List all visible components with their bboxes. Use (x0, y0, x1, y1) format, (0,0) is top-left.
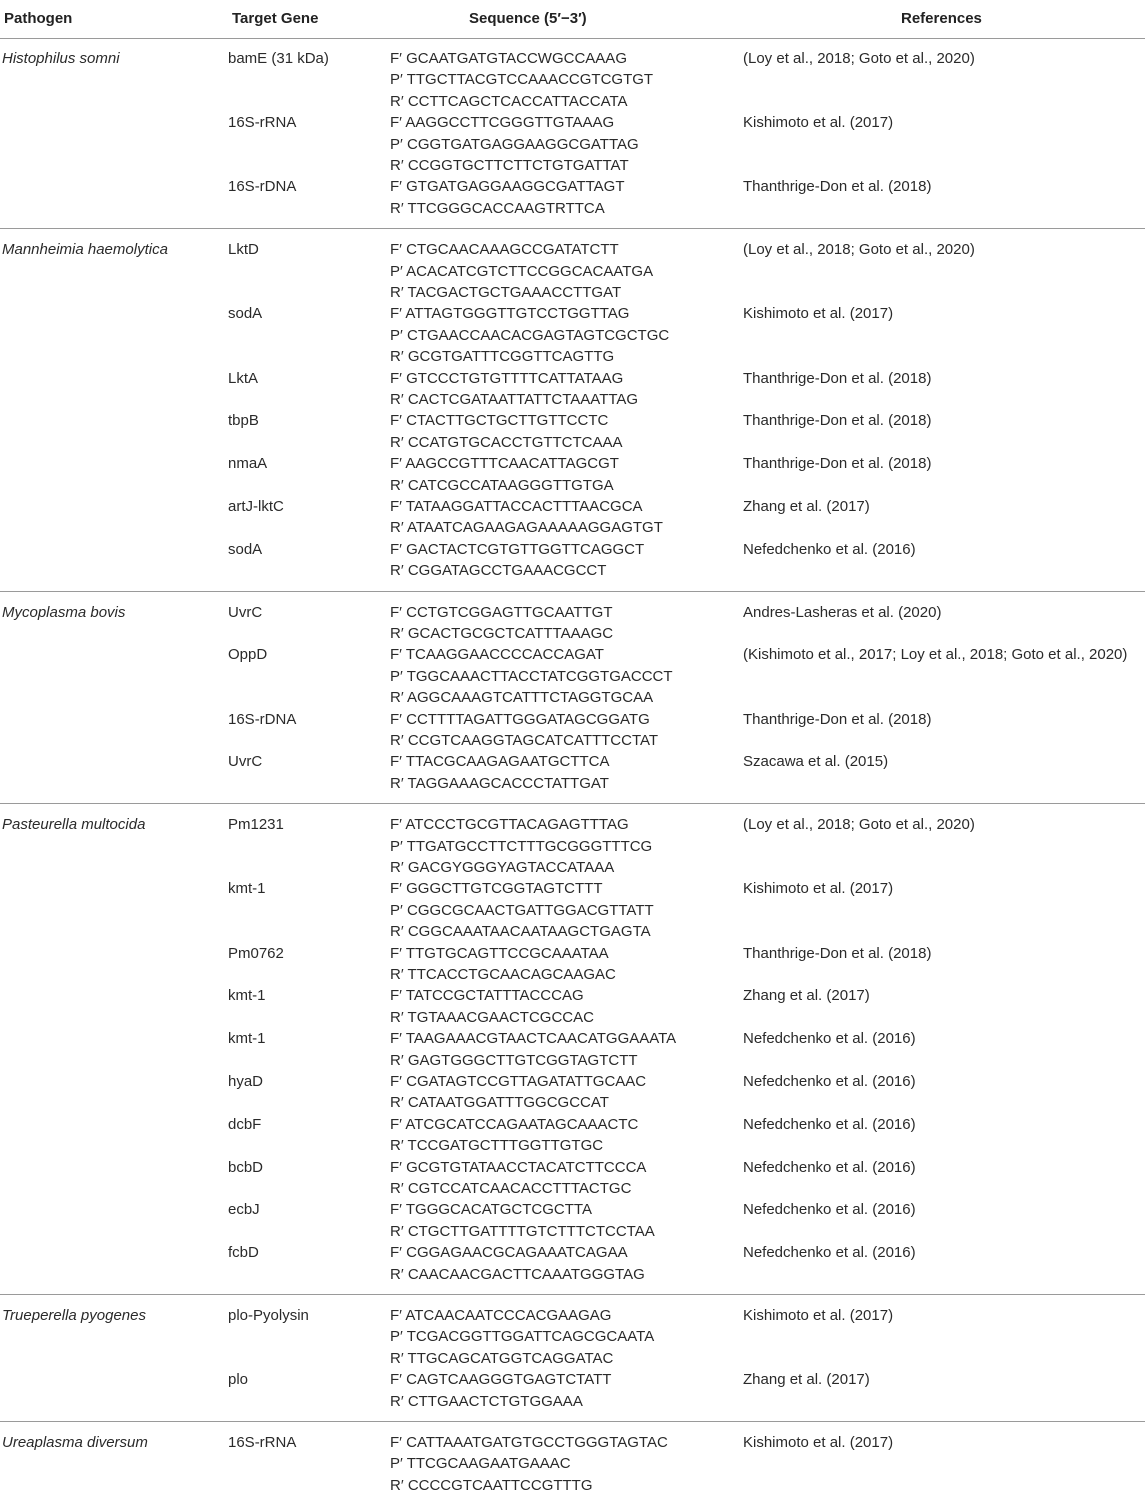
primer-sequence: F′ TTACGCAAGAGAATGCTTCA (390, 753, 610, 771)
primer-sequence: R′ CATCGCCATAAGGGTTGTGA (390, 476, 614, 494)
primer-sequence: F′ TAAGAAACGTAACTCAACATGGAAATA (390, 1030, 677, 1048)
target-gene: plo (228, 1371, 249, 1389)
primer-sequence: R′ CGGATAGCCTGAAACGCCT (390, 562, 607, 580)
target-gene: kmt-1 (228, 1030, 266, 1048)
primer-sequence: F′ TGGGCACATGCTCGCTTA (390, 1201, 592, 1219)
reference: Nefedchenko et al. (2016) (743, 1115, 916, 1133)
primer-sequence: R′ CACTCGATAATTATTCTAAATTAG (390, 391, 639, 408)
pathogen-name: Pasteurella multocida (2, 816, 146, 834)
primer-sequence: R′ TAGGAAAGCACCCTATTGAT (390, 774, 609, 792)
target-gene: bcbD (228, 1158, 264, 1176)
primer-sequence: F′ TCAAGGAACCCCACCAGAT (390, 646, 604, 664)
target-gene: 16S-rDNA (228, 178, 297, 196)
reference: Zhang et al. (2017) (743, 498, 870, 515)
reference: Nefedchenko et al. (2016) (743, 1073, 916, 1090)
primer-sequence: F′ TTGTGCAGTTCCGCAAATAA (390, 944, 609, 962)
group-divider (0, 803, 1145, 804)
target-gene: nmaA (228, 455, 268, 473)
target-gene: Pm1231 (228, 816, 284, 834)
primer-sequence: F′ TATAAGGATTACCACTTTAACGCA (390, 498, 643, 515)
target-gene: dcbF (228, 1115, 262, 1133)
header-references: References (901, 10, 982, 27)
target-gene: 16S-rRNA (228, 1434, 297, 1451)
primer-sequence: F′ GGGCTTGTCGGTAGTCTTT (390, 880, 603, 898)
primer-sequence: R′ CGGCAAATAACAATAAGCTGAGTA (390, 923, 651, 941)
target-gene: kmt-1 (228, 880, 266, 898)
primer-sequence: F′ CAGTCAAGGGTGAGTCTATT (390, 1371, 612, 1389)
target-gene: ecbJ (228, 1201, 260, 1219)
primer-sequence: P′ TTGCTTACGTCCAAACCGTCGTGT (390, 71, 654, 89)
primer-sequence: F′ ATCCCTGCGTTACAGAGTTTAG (390, 816, 629, 834)
primer-sequence: F′ CGGAGAACGCAGAAATCAGAA (390, 1244, 628, 1262)
primer-sequence: R′ CGTCCATCAACACCTTTACTGC (390, 1180, 632, 1197)
pathogen-name: Trueperella pyogenes (2, 1307, 146, 1324)
target-gene: UvrC (228, 753, 263, 771)
primer-sequence: P′ TTGATGCCTTCTTTGCGGGTTTCG (390, 837, 653, 855)
reference: Szacawa et al. (2015) (743, 753, 889, 771)
primer-sequence: P′ ACACATCGTCTTCCGGCACAATGA (390, 262, 654, 280)
target-gene: bamE (31 kDa) (228, 50, 329, 67)
primer-sequence: F′ GCAATGATGTACCWGCCAAAG (390, 50, 627, 67)
primer-sequence: F′ GTCCCTGTGTTTTCATTATAAG (390, 369, 624, 387)
reference: (Loy et al., 2018; Goto et al., 2020) (743, 50, 975, 67)
primer-sequence: F′ CATTAAATGATGTGCCTGGGTAGTAC (390, 1434, 668, 1451)
primer-sequence: R′ CCATGTGCACCTGTTCTCAAA (390, 433, 623, 451)
primer-sequence: R′ CCGGTGCTTCTTCTGTGATTAT (390, 157, 629, 174)
primer-sequence: P′ CGGCGCAACTGATTGGACGTTATT (390, 901, 654, 919)
reference: (Loy et al., 2018; Goto et al., 2020) (743, 816, 975, 834)
primer-sequence: F′ AAGCCGTTTCAACATTAGCGT (390, 455, 619, 473)
primer-sequence: R′ CCCCGTCAATTCCGTTTG (390, 1476, 593, 1494)
reference: Thanthrige-Don et al. (2018) (743, 369, 932, 387)
primer-sequence: F′ CGATAGTCCGTTAGATATTGCAAC (390, 1073, 647, 1090)
primer-sequence: R′ GCGTGATTTCGGTTCAGTTG (390, 348, 615, 366)
primer-sequence: R′ CTGCTTGATTTTGTCTTTCTCCTAA (390, 1222, 655, 1240)
reference: (Kishimoto et al., 2017; Loy et al., 2018; Goto et al., 2020) (743, 646, 1128, 664)
group-divider (0, 228, 1145, 229)
reference: Thanthrige-Don et al. (2018) (743, 455, 932, 473)
target-gene: tbpB (228, 412, 259, 430)
reference: Thanthrige-Don et al. (2018) (743, 178, 932, 196)
primer-sequence: F′ GTGATGAGGAAGGCGATTAGT (390, 178, 625, 196)
primer-sequence: F′ CCTGTCGGAGTTGCAATTGT (390, 603, 613, 621)
target-gene: Pm0762 (228, 944, 284, 962)
target-gene: hyaD (228, 1073, 264, 1090)
reference: Kishimoto et al. (2017) (743, 305, 894, 323)
reference: Kishimoto et al. (2017) (743, 880, 894, 898)
primer-sequence: R′ GACGYGGGYAGTACCATAAA (390, 859, 615, 876)
pathogen-name: Ureaplasma diversum (2, 1434, 148, 1451)
reference: Zhang et al. (2017) (743, 1371, 870, 1389)
primer-sequence: P′ TCGACGGTTGGATTCAGCGCAATA (390, 1328, 655, 1346)
target-gene: LktD (228, 241, 259, 259)
primer-sequence: F′ CTGCAACAAAGCCGATATCTT (390, 241, 619, 259)
group-divider (0, 1294, 1145, 1295)
header-pathogen: Pathogen (4, 10, 73, 27)
reference: Nefedchenko et al. (2016) (743, 1244, 916, 1262)
header-target-gene: Target Gene (232, 10, 319, 27)
pathogen-name: Mycoplasma bovis (2, 603, 126, 621)
primer-sequence: R′ CATAATGGATTTGGCGCCAT (390, 1094, 609, 1112)
primer-sequence: P′ TTCGCAAGAATGAAAC (390, 1455, 571, 1473)
primer-sequence: R′ CCTTCAGCTCACCATTACCATA (390, 92, 628, 110)
reference: Kishimoto et al. (2017) (743, 114, 894, 132)
group-divider (0, 591, 1145, 592)
primer-sequence: F′ GCGTGTATAACCTACATCTTCCCA (390, 1158, 647, 1176)
primer-sequence: F′ AAGGCCTTCGGGTTGTAAAG (390, 114, 615, 132)
reference: (Loy et al., 2018; Goto et al., 2020) (743, 241, 975, 259)
primer-sequence: R′ CCGTCAAGGTAGCATCATTTCCTAT (390, 732, 659, 749)
table-header-row (0, 0, 1145, 39)
target-gene: 16S-rDNA (228, 710, 297, 728)
primer-sequence: F′ CCTTTTAGATTGGGATAGCGGATG (390, 710, 650, 728)
primer-sequence: R′ TTGCAGCATGGTCAGGATAC (390, 1349, 614, 1367)
primer-sequence: F′ CTACTTGCTGCTTGTTCCTC (390, 412, 609, 430)
target-gene: kmt-1 (228, 987, 266, 1005)
primer-sequence: P′ CGGTGATGAGGAAGGCGATTAG (390, 135, 639, 153)
primer-sequence: R′ TTCGGGCACCAAGTRTTCA (390, 199, 605, 217)
pathogen-name: Mannheimia haemolytica (2, 241, 168, 259)
reference: Thanthrige-Don et al. (2018) (743, 944, 932, 962)
primer-sequence: R′ ATAATCAGAAGAGAAAAAGGAGTGT (390, 519, 663, 537)
primer-sequence: P′ CTGAACCAACACGAGTAGTCGCTGC (390, 326, 670, 344)
primer-sequence: R′ TACGACTGCTGAAACCTTGAT (390, 284, 622, 301)
primer-sequence: F′ ATCGCATCCAGAATAGCAAACTC (390, 1115, 639, 1133)
target-gene: OppD (228, 646, 268, 664)
target-gene: UvrC (228, 603, 263, 621)
target-gene: LktA (228, 369, 259, 387)
primer-sequence: R′ TTCACCTGCAACAGCAAGAC (390, 966, 616, 983)
target-gene: sodA (228, 305, 263, 323)
primer-sequence: F′ ATTAGTGGGTTGTCCTGGTTAG (390, 305, 630, 323)
primer-sequence: R′ TGTAAACGAACTCGCCAC (390, 1008, 594, 1026)
primer-sequence: R′ GAGTGGGCTTGTCGGTAGTCTT (390, 1051, 638, 1069)
reference: Thanthrige-Don et al. (2018) (743, 710, 932, 728)
target-gene: fcbD (228, 1244, 259, 1262)
primer-sequence: R′ CTTGAACTCTGTGGAAA (390, 1392, 583, 1410)
reference: Zhang et al. (2017) (743, 987, 870, 1005)
group-divider (0, 1421, 1145, 1422)
target-gene: 16S-rRNA (228, 114, 297, 132)
target-gene: sodA (228, 540, 263, 558)
primer-sequence: F′ TATCCGCTATTTACCCAG (390, 987, 584, 1005)
primer-sequence: R′ CAACAACGACTTCAAATGGGTAG (390, 1265, 645, 1283)
target-gene: plo-Pyolysin (228, 1307, 309, 1324)
reference: Nefedchenko et al. (2016) (743, 540, 916, 558)
reference: Thanthrige-Don et al. (2018) (743, 412, 932, 430)
reference: Kishimoto et al. (2017) (743, 1307, 894, 1324)
primer-sequence: P′ TGGCAAACTTACCTATCGGTGACCCT (390, 667, 673, 685)
reference: Nefedchenko et al. (2016) (743, 1158, 916, 1176)
target-gene: artJ-lktC (228, 498, 284, 515)
primer-sequence: R′ GCACTGCGCTCATTTAAAGC (390, 625, 614, 642)
header-sequence: Sequence (5′−3′) (469, 10, 587, 27)
reference: Kishimoto et al. (2017) (743, 1434, 894, 1451)
reference: Andres-Lasheras et al. (2020) (743, 603, 942, 621)
primer-sequence: F′ ATCAACAATCCCACGAAGAG (390, 1307, 612, 1324)
reference: Nefedchenko et al. (2016) (743, 1030, 916, 1048)
primer-sequence: R′ TCCGATGCTTTGGTTGTGC (390, 1137, 604, 1155)
pathogen-name: Histophilus somni (2, 50, 120, 67)
primer-sequence: F′ GACTACTCGTGTTGGTTCAGGCT (390, 540, 645, 558)
reference: Nefedchenko et al. (2016) (743, 1201, 916, 1219)
primer-sequence: R′ AGGCAAAGTCATTTCTAGGTGCAA (390, 689, 654, 707)
